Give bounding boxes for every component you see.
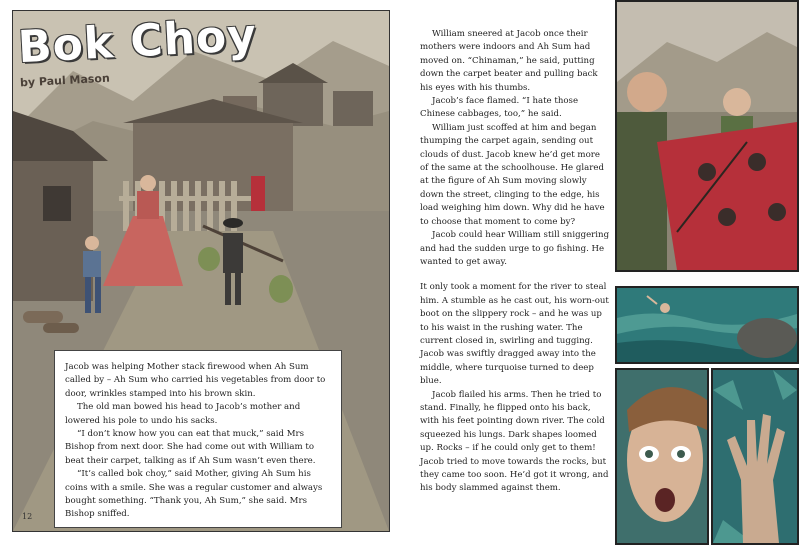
page-number: 12 <box>22 512 33 521</box>
paragraph: Jacob could hear William still sniggering and had the sudden urge to go fishing. He wanted to get away. <box>420 230 610 267</box>
frightened-face-panel <box>615 368 709 545</box>
paragraph: Jacob’s face flamed. “I hate those Chinese cabbages, too,” he said. <box>420 96 579 120</box>
paragraph: William just scoffed at him and began thumping the carpet again, sending out clouds of dust. Jacob knew he’d get more of the same at the schoolhouse. He glared at the figure of Ah Sum moving slowly down the street, clinging to the edge, his load weighing him down. Why did he have to choose that moment to come by? <box>420 122 605 227</box>
paragraph: “It’s called bok choy,” said Mother, giving Ah Sum his coins with a smile. She was a regular customer and always bought something. “Thank you, Ah Sum,” she said. Mrs Bishop sniffed. <box>65 469 323 520</box>
paragraph: It only took a moment for the river to steal him. A stumble as he cast out, his worn-out boot on the slippery rock – and he was up to his waist in the rushing water. The current closed in, swirling and tugging. Jacob was swiftly dragged away into the middle, where turquoise turned to deep blue. <box>420 282 609 387</box>
left-page <box>0 0 398 545</box>
reaching-hand-panel <box>711 368 799 545</box>
paragraph: William sneered at Jacob once their mothers were indoors and Ah Sum had moved on. “Chinaman,” he said, putting down the carpet beater and pulling back his eyes with his thumbs. <box>420 29 598 93</box>
river-swimmer-panel <box>615 286 799 364</box>
story-text-column <box>420 28 610 496</box>
boys-carpet-panel <box>615 0 799 272</box>
paragraph: Jacob flailed his arms. Then he tried to stand. Finally, he flipped onto his back, with his feet pointing down river. The cold squeezed his lungs. Dark shapes loomed up. Rocks – if he could only get to them! Jacob tried to move towards the rocks, but they came too soon. He’d got it wrong, and his body slammed against them. <box>420 389 609 494</box>
paragraph: The old man bowed his head to Jacob’s mother and lowered his pole to undo his sacks. <box>65 402 301 426</box>
paragraph: “I don’t know how you can eat that muck,” said Mrs Bishop from next door. She had come out with William to beat their carpet, talking as if Ah Sum wasn’t even there. <box>65 429 316 466</box>
author-byline: by Paul Mason <box>19 71 111 90</box>
section-break <box>420 269 610 281</box>
right-page <box>400 0 799 545</box>
paragraph: Jacob was helping Mother stack firewood when Ah Sum called by – Ah Sum who carried his vegetables from door to door, wrinkles stamped into his brown skin. <box>65 362 326 399</box>
story-title: Bok Choy <box>16 9 259 74</box>
story-text-box <box>54 350 342 528</box>
